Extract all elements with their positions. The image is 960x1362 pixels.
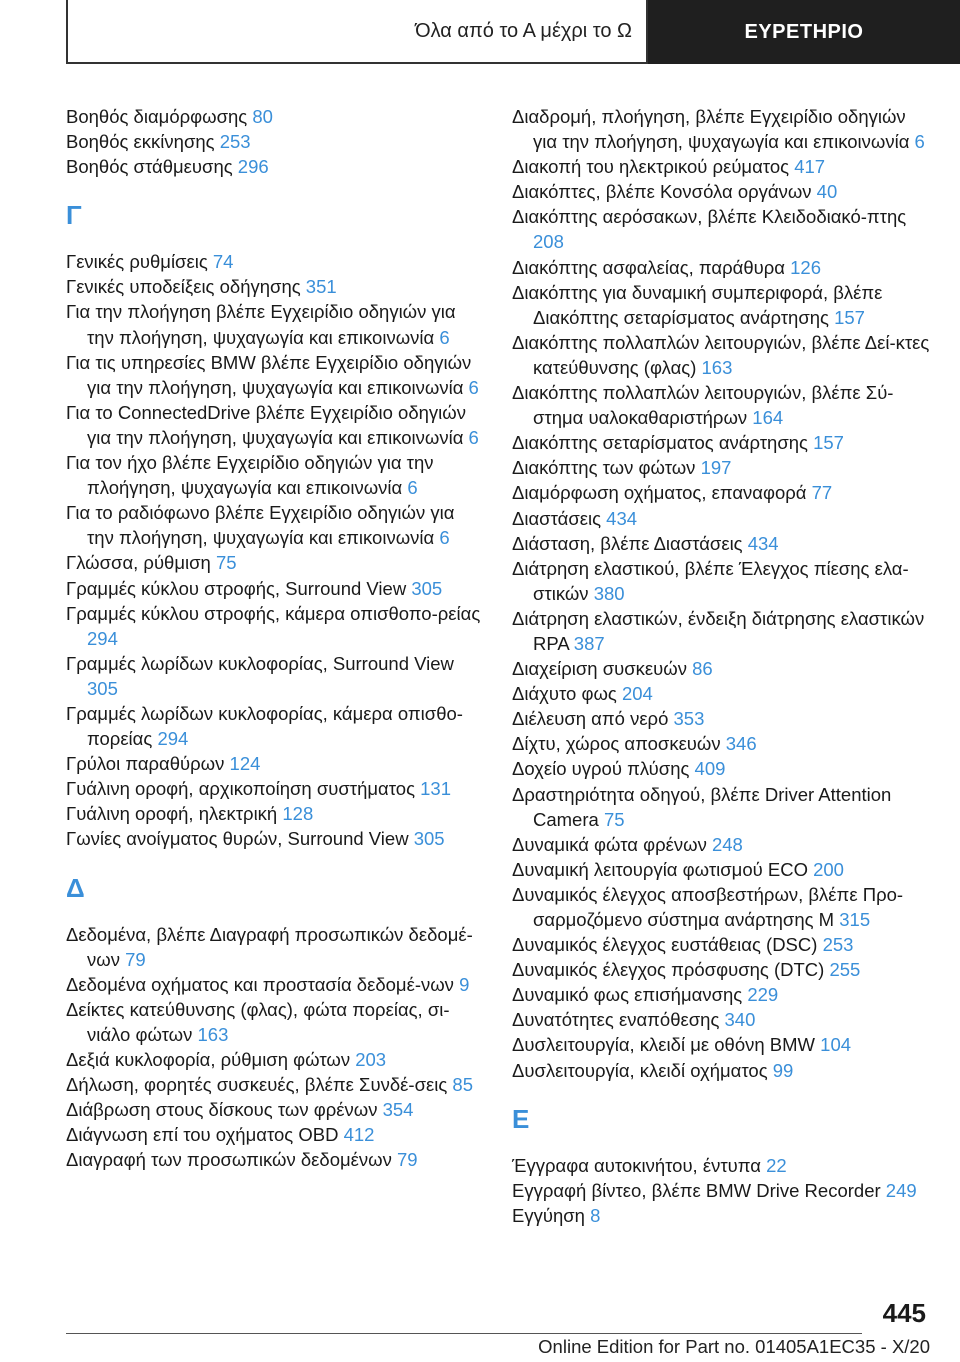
index-page-link[interactable]: 99 [772,1059,794,1081]
index-page-link[interactable]: 75 [603,808,625,830]
index-entry-text: Δυναμικός έλεγχος ευστάθειας (DSC) [512,934,823,956]
index-page-link[interactable]: 6 [914,131,925,153]
index-entry [512,154,932,179]
index-entry-text: Εγγύηση [512,1204,591,1226]
index-entry [512,430,932,455]
index-entry [512,1032,932,1057]
index-page-link[interactable]: 434 [606,507,638,529]
index-entry [512,104,932,154]
index-entry [512,556,932,606]
index-page-link[interactable]: 77 [811,482,833,504]
index-entry-text: Για την πλοήγηση βλέπε Εγχειρίδιο οδηγιών για την πλοήγηση, ψυχαγωγία και επικοινωνία [66,301,456,348]
index-letter-heading: Γ [66,200,82,231]
page-header [66,0,960,64]
index-entry-text: Γυάλινη οροφή, αρχικοποίηση συστήματος [66,778,421,800]
index-entry-text: Έγγραφα αυτοκινήτου, έντυπα [512,1154,767,1176]
index-entry-text: Διέλευση από νερό [512,708,674,730]
index-page-link[interactable]: 434 [747,532,779,554]
index-entry-text: Δυναμικός έλεγχος αποσβεστήρων, βλέπε Προ-σαρμοζόμενο σύστημα ανάρτησης M [512,883,904,930]
index-page-link[interactable]: 409 [694,758,726,780]
index-page-link[interactable]: 294 [157,728,189,750]
index-entry [66,1147,486,1172]
index-page-link[interactable]: 40 [816,181,838,203]
index-entry-text: Διακοπή του ηλεκτρικού ρεύματος [512,156,795,178]
index-page-link[interactable]: 6 [407,477,418,499]
index-entry-text: Γενικές ρυθμίσεις [66,251,213,273]
index-entry-text: Δοχείο υγρού πλύσης [512,758,695,780]
index-entry-text: Διακόπτης για δυναμική συμπεριφορά, βλέπε Διακόπτης σεταρίσματος ανάρτησης [512,281,883,328]
index-entry-text: Διακόπτης των φώτων [512,457,701,479]
index-entry-text: Δυσλειτουργία, κλειδί οχήματος [512,1059,773,1081]
index-page-link[interactable]: 412 [343,1124,375,1146]
index-entry-text: Διακόπτης πολλαπλών λειτουργιών, βλέπε Σύ-στημα υαλοκαθαριστήρων [512,382,894,429]
index-page-link[interactable]: 255 [829,959,861,981]
index-entry-text: Δεδομένα, βλέπε Διαγραφή προσωπικών δεδομέ-νων [66,923,473,970]
index-entry [66,450,486,500]
index-letter-heading: Δ [66,872,85,903]
index-page-link[interactable]: 249 [885,1179,917,1201]
index-entry-text: Γενικές υποδείξεις οδήγησης [66,276,306,298]
index-entry-text: Δυναμικά φώτα φρένων [512,833,712,855]
index-entry-text: Για τον ήχο βλέπε Εγχειρίδιο οδηγιών για την πλοήγηση, ψυχαγωγία και επικοινωνία [66,452,434,499]
index-entry [512,480,932,505]
index-entry [512,1007,932,1032]
index-entry-text: Διαχείριση συσκευών [512,658,693,680]
index-entry-text: Διάτρηση ελαστικών, ένδειξη διάτρησης ελαστικών RPA [512,607,925,654]
index-page-link[interactable]: 200 [813,858,844,880]
index-page-link[interactable]: 80 [252,106,273,127]
footer-edition-text: Online Edition for Part no. 01405A1EC35 - X/20 [538,1336,930,1357]
index-entry [512,756,932,781]
index-page-link[interactable]: 157 [813,432,844,454]
index-page-link[interactable]: 104 [820,1034,852,1056]
index-entry [512,681,932,706]
index-entry [512,1153,932,1178]
index-entry [66,776,486,801]
index-page-link[interactable]: 164 [752,407,784,429]
index-entry-text: Για τις υπηρεσίες BMW βλέπε Εγχειρίδιο οδηγιών για την πλοήγηση, ψυχαγωγία και επικοινωνία [66,351,472,398]
index-page-link[interactable]: 6 [439,326,450,348]
index-entry [512,204,932,254]
index-page-link[interactable]: 163 [197,1023,229,1045]
index-page-link[interactable]: 6 [439,527,450,549]
index-entry [512,656,932,681]
index-entry-text: Βοηθός διαμόρφωσης [66,106,253,127]
index-entry [512,179,932,204]
index-entry [512,1203,932,1228]
index-entry [66,249,486,274]
index-page-link[interactable]: 315 [839,909,871,930]
index-page-link[interactable]: 204 [621,683,653,705]
index-entry-text: Γραμμές κύκλου στροφής, κάμερα οπισθοπο-ρείας [66,602,481,624]
index-entry-text: Διάσταση, βλέπε Διαστάσεις [512,532,748,554]
index-entry-text: Διάγνωση επί του οχήματος OBD [66,1124,344,1146]
index-page-link[interactable]: 305 [411,577,443,599]
index-tab[interactable]: ΕΥΡΕΤΗΡΙΟ [648,0,960,64]
index-entry [66,826,486,851]
index-letter-heading: Ε [512,1103,530,1134]
index-page-link[interactable]: 305 [87,677,118,699]
index-page-link[interactable]: 9 [459,973,470,995]
index-entry [512,506,932,531]
index-page-link[interactable]: 75 [215,552,237,574]
index-entry [512,1178,932,1203]
index-entry-text: Δυσλειτουργία, κλειδί με οθόνη BMW [512,1034,821,1056]
index-page-link[interactable]: 380 [593,582,625,604]
index-page-link[interactable]: 351 [305,276,337,298]
index-entry [66,1122,486,1147]
index-entry [66,997,486,1047]
index-page-link[interactable]: 305 [413,828,445,850]
index-entry [512,957,932,982]
index-entry [66,129,486,154]
index-entry [66,651,486,701]
index-page-link[interactable]: 340 [724,1009,756,1031]
index-entry [512,280,932,330]
index-page-link[interactable]: 79 [125,948,146,970]
index-entry [66,400,486,450]
index-entry-text: Διακόπτης σεταρίσματος ανάρτησης [512,432,814,454]
index-page-link[interactable]: 253 [822,934,854,956]
index-entry-text: Διακόπτης αερόσακων, βλέπε Κλειδοδιακό-πτης [512,206,907,228]
index-entry-text: Διαδρομή, πλοήγηση, βλέπε Εγχειρίδιο οδηγιών για την πλοήγηση, ψυχαγωγία και επικοινωνία [512,106,915,153]
index-entry-text: Δυνατότητες εναπόθεσης [512,1009,725,1031]
index-entry [66,701,486,751]
index-page-link[interactable]: 128 [282,803,314,825]
index-page-link[interactable]: 387 [573,632,605,654]
index-page-link[interactable]: 248 [711,833,743,855]
index-page-link[interactable]: 229 [747,984,779,1006]
page-number: 445 [882,1298,926,1328]
left-index-column [66,104,486,1172]
index-entry [66,1097,486,1122]
index-page-link[interactable]: 208 [533,231,564,253]
index-entry-text: Δραστηριότητα οδηγού, βλέπε Driver Attention Camera [512,783,892,830]
index-page-link[interactable]: 6 [468,376,479,398]
index-page-link[interactable]: 346 [725,733,757,755]
index-entry [66,972,486,997]
index-page-link[interactable]: 74 [212,251,234,273]
index-entry [66,299,486,349]
index-page-link[interactable]: 163 [701,356,733,378]
index-entry [512,731,932,756]
index-entry-text: Διαμόρφωση οχήματος, επαναφορά [512,482,812,504]
index-page-link[interactable]: 8 [590,1204,601,1226]
index-entry-text: Δυναμικό φως επισήμανσης [512,984,748,1006]
index-entry [66,751,486,776]
index-page-link[interactable]: 126 [790,256,821,278]
index-entry [512,982,932,1007]
index-entry [512,857,932,882]
index-page-link[interactable]: 203 [355,1049,387,1070]
index-entry [66,154,486,179]
index-entry [512,1058,932,1083]
index-entry [512,882,932,932]
index-entry-text: Γυάλινη οροφή, ηλεκτρική [66,803,283,825]
index-page-link[interactable]: 354 [382,1099,414,1121]
index-entry-text: Διακόπτες, βλέπε Κονσόλα οργάνων [512,181,817,203]
index-entry-text: Για το ConnectedDrive βλέπε Εγχειρίδιο οδηγιών για την πλοήγηση, ψυχαγωγία και επικοινωνία [66,401,469,448]
index-page-link[interactable]: 124 [229,753,261,775]
index-entry-text: Γραμμές λωρίδων κυκλοφορίας, Surround View [66,652,454,674]
index-entry-text: Δήλωση, φορητές συσκευές, βλέπε Συνδέ-σεις [66,1074,453,1096]
index-entry [66,922,486,972]
index-entry [512,255,932,280]
index-page-link[interactable]: 253 [219,131,251,153]
index-entry [66,801,486,826]
index-entry [66,350,486,400]
index-entry [66,104,486,129]
index-entry-text: Διαγραφή των προσωπικών δεδομένων [66,1149,397,1171]
index-entry-text: Δυναμικός έλεγχος πρόσφυσης (DTC) [512,959,830,981]
section-tab[interactable]: Όλα από το Α μέχρι το Ω [66,0,648,64]
index-entry [512,531,932,556]
right-index-column [512,104,932,1228]
index-entry [512,706,932,731]
index-page-link[interactable]: 417 [794,156,826,178]
index-entry [66,576,486,601]
index-entry-text: Διακόπτης πολλαπλών λειτουργιών, βλέπε Δεί-κτες κατεύθυνσης (φλας) [512,331,930,378]
index-entry-text: Γρύλοι παραθύρων [66,753,230,775]
index-page-link[interactable]: 79 [396,1149,418,1171]
index-entry-text: Βοηθός στάθμευσης [66,156,238,178]
index-page-link[interactable]: 197 [700,457,732,479]
index-page-link[interactable]: 157 [834,306,865,328]
index-entry [66,500,486,550]
index-page-link[interactable]: 353 [673,708,705,730]
index-page-link[interactable]: 294 [87,627,118,649]
index-page-link[interactable]: 85 [452,1074,473,1096]
index-entry-text: Γραμμές κύκλου στροφής, Surround View [66,577,412,599]
index-entry [512,832,932,857]
index-entry-text: Διάβρωση στους δίσκους των φρένων [66,1099,383,1121]
footer-divider [66,1333,862,1334]
index-page-link[interactable]: 296 [237,156,269,178]
index-entry [66,1047,486,1072]
index-entry-text: Βοηθός εκκίνησης [66,131,220,153]
index-entry-text: Δίχτυ, χώρος αποσκευών [512,733,726,755]
index-entry-text: Γωνίες ανοίγματος θυρών, Surround View [66,828,414,850]
index-entry-text: Διάτρηση ελαστικού, βλέπε Έλεγχος πίεσης ελα-στικών [512,557,909,604]
index-entry [66,601,486,651]
index-entry-text: Διάχυτο φως [512,683,622,705]
index-entry [66,274,486,299]
index-entry-text: Γλώσσα, ρύθμιση [66,552,216,574]
index-entry [512,380,932,430]
index-page-link[interactable]: 131 [420,778,452,800]
index-entry-text: Γραμμές λωρίδων κυκλοφορίας, κάμερα οπισθο-πορείας [66,702,463,750]
index-page-link[interactable]: 22 [766,1154,787,1176]
index-entry [512,606,932,656]
index-entry-text: Δεξιά κυκλοφορία, ρύθμιση φώτων [66,1049,356,1070]
index-page-link[interactable]: 86 [692,658,713,680]
index-entry [66,550,486,575]
index-page-link[interactable]: 6 [468,426,479,448]
index-entry-text: Εγγραφή βίντεο, βλέπε BMW Drive Recorder [512,1179,886,1201]
index-entry [512,330,932,380]
index-entry [512,782,932,832]
index-entry-text: Δυναμική λειτουργία φωτισμού ECO [512,858,814,880]
index-entry [512,932,932,957]
index-entry [512,455,932,480]
index-entry-text: Για το ραδιόφωνο βλέπε Εγχειρίδιο οδηγιών για την πλοήγηση, ψυχαγωγία και επικοινωνία [66,502,455,549]
index-entry-text: Δεδομένα οχήματος και προστασία δεδομέ-νων [66,973,460,995]
index-entry [66,1072,486,1097]
index-entry-text: Δείκτες κατεύθυνσης (φλας), φώτα πορείας, σι-νιάλο φώτων [66,998,450,1045]
index-entry-text: Διαστάσεις [512,507,607,529]
index-entry-text: Διακόπτης ασφαλείας, παράθυρα [512,256,791,278]
